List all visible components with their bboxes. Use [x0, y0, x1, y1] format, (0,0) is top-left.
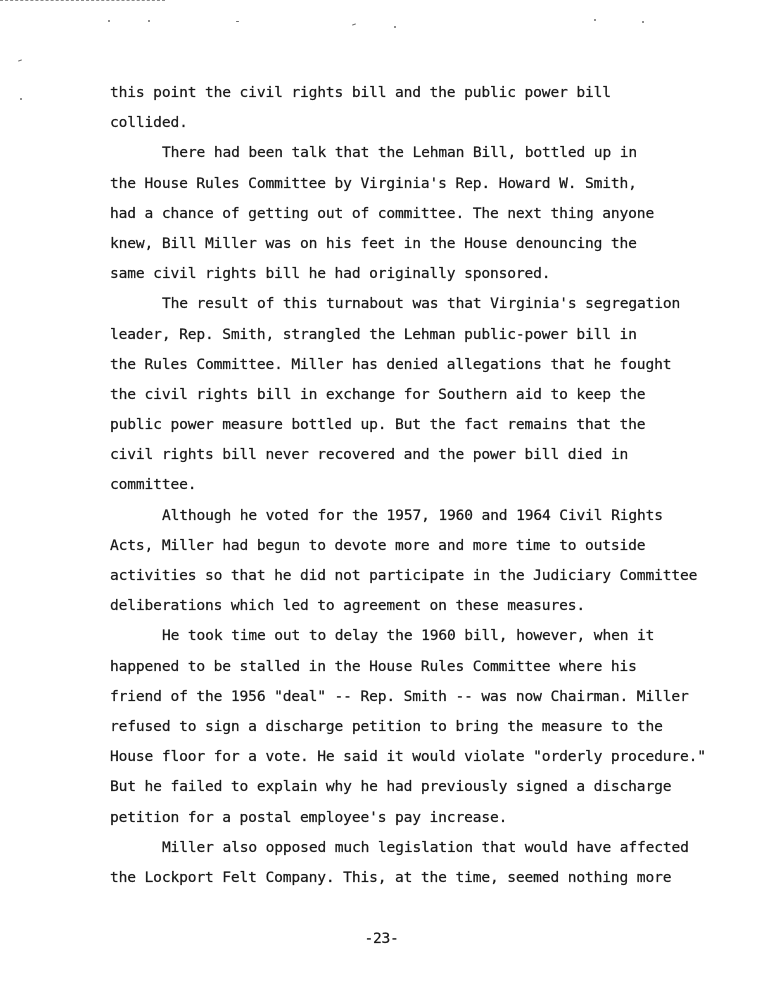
- scan-speck: [20, 98, 22, 100]
- text-line: petition for a postal employee's pay increase.: [110, 808, 508, 826]
- body-text: [110, 78, 725, 893]
- text-line: The result of this turnabout was that Virginia's segregation: [162, 295, 681, 313]
- text-line: happened to be stalled in the House Rules Committee where his: [110, 657, 637, 675]
- text-line: deliberations which led to agreement on these measures.: [110, 597, 585, 615]
- text-line: activities so that he did not participate in the Judiciary Committee: [110, 567, 698, 584]
- text-line: Acts, Miller had begun to devote more and more time to outside: [110, 536, 646, 554]
- text-line: House floor for a vote. He said it would violate "orderly procedure.": [110, 748, 706, 766]
- text-line: Miller also opposed much legislation that would have affected: [162, 838, 689, 856]
- text-line: He took time out to delay the 1960 bill, however, when it: [162, 627, 655, 645]
- text-line: civil rights bill never recovered and the power bill died in: [110, 446, 629, 464]
- scan-speck: [594, 19, 596, 21]
- text-line: collided.: [110, 114, 188, 132]
- scan-speck: [148, 20, 150, 22]
- scan-speck: [108, 20, 110, 22]
- text-line: committee.: [110, 476, 197, 494]
- text-line: had a chance of getting out of committee. The next thing anyone: [110, 204, 655, 222]
- text-line: the civil rights bill in exchange for Southern aid to keep the: [110, 385, 646, 403]
- scan-speck: [236, 21, 239, 22]
- scan-speck: [642, 21, 644, 23]
- scan-speck: [18, 59, 22, 61]
- text-line: refused to sign a discharge petition to bring the measure to the: [110, 717, 663, 735]
- text-line: Although he voted for the 1957, 1960 and 1964 Civil Rights: [162, 506, 663, 524]
- text-line: same civil rights bill he had originally sponsored.: [110, 265, 551, 283]
- text-line: the Rules Committee. Miller has denied allegations that he fought: [110, 355, 672, 373]
- text-line: There had been talk that the Lehman Bill, bottled up in: [162, 144, 637, 162]
- text-line: the Lockport Felt Company. This, at the time, seemed nothing more: [110, 868, 672, 886]
- text-line: But he failed to explain why he had previously signed a discharge: [110, 778, 672, 796]
- scan-speck: [352, 23, 356, 25]
- top-dashed-rule: [0, 0, 165, 1]
- scan-speck: [394, 26, 396, 28]
- text-line: knew, Bill Miller was on his feet in the House denouncing the: [110, 234, 637, 252]
- text-line: the House Rules Committee by Virginia's Rep. Howard W. Smith,: [110, 174, 637, 192]
- text-line: friend of the 1956 "deal" -- Rep. Smith -- was now Chairman. Miller: [110, 687, 689, 705]
- text-line: public power measure bottled up. But the fact remains that the: [110, 416, 646, 434]
- page-number: -23-: [364, 930, 399, 947]
- text-line: this point the civil rights bill and the public power bill: [110, 84, 611, 101]
- text-line: leader, Rep. Smith, strangled the Lehman public-power bill in: [110, 325, 637, 343]
